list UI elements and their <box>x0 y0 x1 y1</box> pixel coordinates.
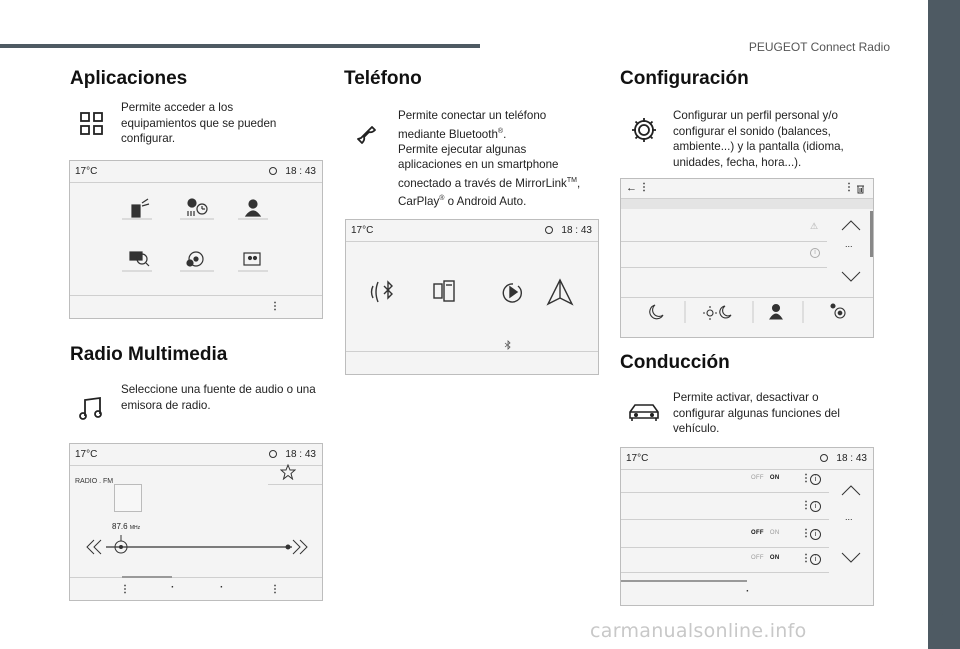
heater-timer-icon[interactable] <box>180 199 214 219</box>
aplicaciones-title: Aplicaciones <box>70 68 188 89</box>
side-strip <box>928 0 960 649</box>
configuracion-description: Configurar un perfil personal y/o configurar el sonido (balances, ambiente...) y la pantalla (idioma, unidades, fecha, hora...). <box>673 109 844 169</box>
settings-sync-icon[interactable] <box>180 252 214 271</box>
gps-icon <box>545 226 553 234</box>
clock-text: 18 : 43 <box>285 166 316 177</box>
header-rule <box>0 44 480 48</box>
mirrorlink-icon[interactable] <box>434 281 454 301</box>
page-indicator <box>621 580 747 582</box>
grid-icon <box>80 112 104 136</box>
more-label: ... <box>845 239 853 249</box>
divider <box>621 519 829 520</box>
contacts-card-icon[interactable] <box>238 253 268 271</box>
clock <box>545 225 592 236</box>
frequency-value: 87.6 <box>112 522 128 531</box>
telefono-line-2-end: . <box>503 127 507 141</box>
divider <box>70 295 322 296</box>
gps-icon <box>820 454 828 462</box>
scroll-up-icon[interactable] <box>840 484 862 496</box>
setting-row-highlight <box>621 199 873 209</box>
page-marker <box>934 578 940 584</box>
scroll-up-icon[interactable] <box>840 219 862 231</box>
divider <box>268 484 322 485</box>
conduccion-description: Permite activar, desactivar o configurar algunas funciones del vehículo. <box>673 391 840 435</box>
function-toggle[interactable] <box>751 530 780 536</box>
radio-description: Seleccione una fuente de audio o una emisora de radio. <box>121 383 316 412</box>
menu-icon[interactable]: ⋮ <box>639 182 649 193</box>
conduccion-title: Conducción <box>620 352 730 373</box>
temperature: 17°C <box>75 166 98 177</box>
telefono-screen <box>345 219 599 375</box>
toggle-off-label: OFF <box>751 475 764 481</box>
config-tabs-row <box>645 301 855 323</box>
row-menu-icon[interactable]: ⋮ <box>801 473 811 484</box>
nav-dot[interactable]: · <box>220 582 224 593</box>
telefono-line-3: Permite ejecutar algunas <box>398 142 527 156</box>
tab-indicator <box>122 576 172 578</box>
app-icons-grid <box>122 197 272 277</box>
divider <box>621 297 873 298</box>
divider <box>621 241 827 242</box>
radio-title: Radio Multimedia <box>70 344 228 365</box>
gps-icon <box>269 450 277 458</box>
trash-icon[interactable] <box>856 184 865 194</box>
carplay-icon[interactable] <box>503 284 521 302</box>
car-icon <box>628 402 660 422</box>
registered-mark: ® <box>439 195 445 203</box>
air-freshener-icon[interactable] <box>122 199 152 219</box>
status-bar <box>621 448 873 470</box>
favorite-star-icon[interactable] <box>280 464 296 480</box>
more-options-icon[interactable]: ⋮ <box>270 301 280 312</box>
watermark: carmanualsonline.info <box>590 620 807 642</box>
telefono-description <box>398 108 598 210</box>
row-menu-icon[interactable]: ⋮ <box>801 500 811 511</box>
back-arrow-icon[interactable]: ← <box>626 182 637 194</box>
clock <box>269 166 316 177</box>
gps-icon <box>269 167 277 175</box>
frequency-readout <box>112 522 140 531</box>
telefono-line-6: CarPlay <box>398 195 440 209</box>
divider <box>621 547 829 548</box>
toggle-off-label: OFF <box>751 530 764 536</box>
music-note-icon <box>78 396 104 422</box>
registered-mark: ® <box>497 127 504 135</box>
toggle-on-label: ON <box>769 530 780 536</box>
row-menu-icon[interactable]: ⋮ <box>801 528 811 539</box>
configuracion-screen <box>620 178 874 338</box>
status-bar <box>70 444 322 466</box>
aplicaciones-description: Permite acceder a los equipamientos que se pueden configurar. <box>121 101 277 145</box>
clock-text: 18 : 43 <box>836 453 867 464</box>
divider <box>621 492 829 493</box>
frequency-unit: MHz <box>129 525 141 531</box>
telefono-line-4: aplicaciones en un smartphone <box>398 158 559 172</box>
scrollbar[interactable] <box>870 211 873 257</box>
row-menu-icon[interactable]: ⋮ <box>801 553 811 564</box>
clock <box>820 453 867 464</box>
more-label: ... <box>845 512 853 522</box>
bluetooth-status-icon <box>504 340 512 350</box>
brand-header: PEUGEOT Connect Radio <box>748 40 890 54</box>
station-artwork <box>114 484 142 512</box>
temperature: 17°C <box>626 453 649 464</box>
radio-screen <box>69 443 323 601</box>
info-icon[interactable]: i <box>810 554 821 565</box>
driver-profile-icon[interactable] <box>238 200 268 219</box>
info-icon[interactable]: i <box>810 501 821 512</box>
divider <box>70 577 322 578</box>
divider <box>346 351 598 352</box>
trademark-mark: TM <box>566 176 577 184</box>
clock-text: 18 : 43 <box>285 449 316 460</box>
telefono-line-5-end: , <box>576 176 581 190</box>
gear-icon <box>630 116 658 144</box>
phone-icon <box>355 118 381 144</box>
more-options-icon[interactable]: ⋮ <box>844 182 854 193</box>
function-toggle[interactable] <box>751 555 780 561</box>
aplicaciones-screen <box>69 160 323 319</box>
conduccion-screen <box>620 447 874 606</box>
android-auto-icon[interactable] <box>548 280 572 304</box>
scroll-down-icon[interactable] <box>840 552 862 564</box>
toggle-on-label: ON <box>769 555 780 561</box>
more-options-icon[interactable]: ⋮ <box>270 584 280 595</box>
band-label: RADIO . FM <box>75 478 114 485</box>
day-night-icon[interactable] <box>703 306 731 320</box>
frequency-slider[interactable] <box>84 532 310 562</box>
clock-text: 18 : 43 <box>561 225 592 236</box>
toggle-on-label: ON <box>769 475 780 481</box>
warning-icon: ⚠ <box>810 221 819 231</box>
bluetooth-icon[interactable] <box>372 282 393 302</box>
nav-dot[interactable]: · <box>171 582 175 593</box>
telefono-line-5: conectado a través de MirrorLink <box>398 176 567 190</box>
nav-dot[interactable]: · <box>746 586 750 597</box>
status-bar <box>346 220 598 242</box>
source-menu-icon[interactable]: ⋮ <box>120 584 130 595</box>
night-mode-icon[interactable] <box>650 305 663 319</box>
temperature: 17°C <box>351 225 374 236</box>
telefono-line-6-end: o Android Auto. <box>444 195 527 209</box>
temperature: 17°C <box>75 449 98 460</box>
telefono-line-1: Permite conectar un teléfono <box>398 109 547 122</box>
info-icon[interactable]: i <box>810 248 820 258</box>
profile-icon[interactable] <box>770 305 782 320</box>
toggle-off-label: OFF <box>751 555 764 561</box>
config-toolbar <box>621 179 873 199</box>
voice-assist-icon[interactable] <box>122 252 152 271</box>
info-icon[interactable]: i <box>810 474 821 485</box>
status-bar <box>70 161 322 183</box>
telefono-title: Teléfono <box>344 68 422 89</box>
phone-apps-row <box>370 276 580 308</box>
configuracion-title: Configuración <box>620 68 749 89</box>
divider <box>621 572 829 573</box>
divider <box>621 267 827 268</box>
info-icon[interactable]: i <box>810 529 821 540</box>
function-toggle[interactable] <box>751 475 780 481</box>
scroll-down-icon[interactable] <box>840 271 862 283</box>
telefono-line-2: mediante Bluetooth <box>398 127 498 141</box>
page-number: 5 <box>936 604 944 619</box>
settings-icon[interactable] <box>831 304 845 318</box>
clock <box>269 449 316 460</box>
